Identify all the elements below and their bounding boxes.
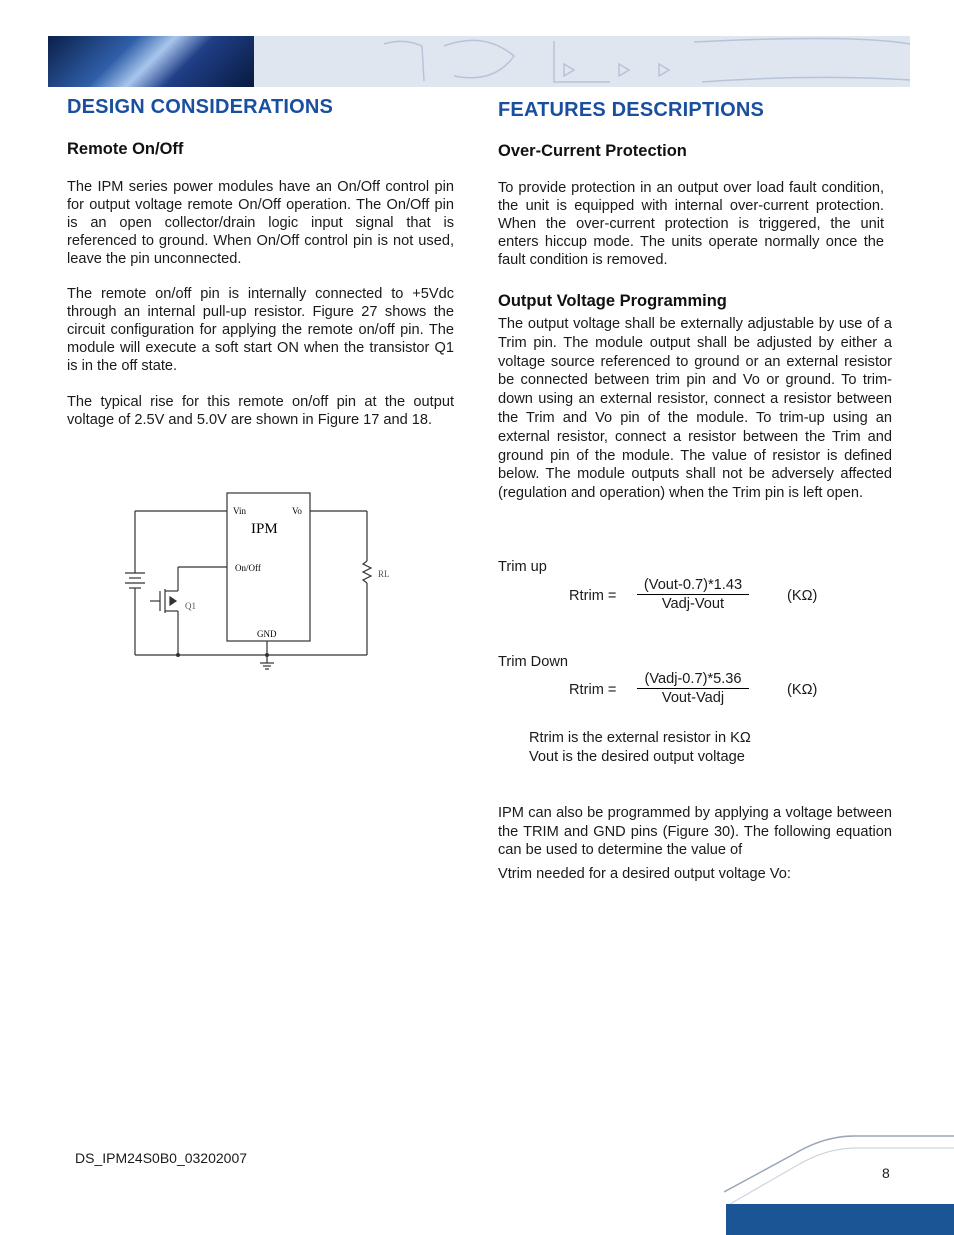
trim-up-denominator: Vadj-Vout bbox=[661, 596, 725, 612]
header-banner bbox=[48, 36, 910, 87]
trim-down-label: Trim Down bbox=[498, 654, 568, 670]
load-resistor bbox=[363, 561, 371, 583]
pin-vin-label: Vin bbox=[233, 506, 246, 516]
trim-down-fraction bbox=[637, 671, 749, 706]
trim-down-numerator: (Vadj-0.7)*5.36 bbox=[637, 671, 749, 689]
remote-onoff-paragraph-3: The typical rise for this remote on/off pin at the output voltage of 2.5V and 5.0V are shown in Figure 17 and 18. bbox=[67, 394, 454, 428]
banner-photo bbox=[48, 36, 254, 87]
trim-down-rtrim-label: Rtrim = bbox=[569, 682, 617, 698]
trim-up-fraction bbox=[637, 577, 749, 612]
trim-up-unit: (KΩ) bbox=[787, 588, 818, 604]
trim-up-label: Trim up bbox=[498, 559, 547, 575]
remote-onoff-paragraph-1: The IPM series power modules have an On/Off control pin for output voltage remote On/Off operation. The On/Off pin is an open collector/drain logic input signal that is referenced to ground. When On/Off control pin is not used, leave the pin unconnected. bbox=[67, 179, 454, 267]
ipm-module-label: IPM bbox=[251, 521, 278, 537]
remote-onoff-paragraph-2: The remote on/off pin is internally connected to +5Vdc through an internal pull-up resistor. Figure 27 shows the circuit configuration for applying the remote on/off pin. The module will execute a soft start ON when the transistor Q1 is in the off state. bbox=[67, 286, 454, 374]
load-resistor-label: RL bbox=[378, 569, 390, 579]
remote-onoff-circuit-diagram bbox=[120, 485, 410, 675]
features-descriptions-heading: FEATURES DESCRIPTIONS bbox=[498, 99, 765, 121]
vtrim-paragraph: IPM can also be programmed by applying a voltage between the TRIM and GND pins (Figure 30). The following equation can be used to determine the value of bbox=[498, 805, 892, 858]
trim-down-unit: (KΩ) bbox=[787, 682, 818, 698]
vout-definition: Vout is the desired output voltage bbox=[529, 749, 745, 765]
rtrim-definition: Rtrim is the external resistor in KΩ bbox=[529, 730, 751, 746]
over-current-protection-paragraph: To provide protection in an output over load fault condition, the unit is equipped with internal over-current protection. When the over-current protection is triggered, the unit enters hiccup mode. The units operate normally once the fault condition is removed. bbox=[498, 180, 884, 268]
output-voltage-programming-paragraph: The output voltage shall be externally adjustable by use of a Trim pin. The module output shall be adjusted by either a voltage source referenced to ground or an external resistor be connected between trim pin and Vo or ground. To trim-down using an external resistor, connect a resistor between the Trim and Vo pin of the module. To trim-up using an external resistor, connect a resistor between the Trim and ground pin of the module. The value of resistor is defined below. The module outputs shall not be adversely affected (regulation and operation) when the Trim pin is left open. bbox=[498, 316, 892, 502]
output-voltage-programming-heading: Output Voltage Programming bbox=[498, 292, 727, 310]
transistor-q1-label: Q1 bbox=[185, 601, 196, 611]
design-considerations-heading: DESIGN CONSIDERATIONS bbox=[67, 96, 334, 118]
pin-onoff-label: On/Off bbox=[235, 563, 261, 573]
trim-up-numerator: (Vout-0.7)*1.43 bbox=[637, 577, 749, 595]
vtrim-paragraph-continued: Vtrim needed for a desired output voltage Vo: bbox=[498, 866, 791, 882]
pin-gnd-label: GND bbox=[257, 629, 277, 639]
footer-corner-decoration bbox=[724, 1134, 954, 1235]
document-code: DS_IPM24S0B0_03202007 bbox=[75, 1150, 248, 1166]
trim-up-rtrim-label: Rtrim = bbox=[569, 588, 617, 604]
trim-down-denominator: Vout-Vadj bbox=[661, 690, 725, 706]
pin-vo-label: Vo bbox=[292, 506, 302, 516]
remote-onoff-heading: Remote On/Off bbox=[67, 140, 184, 158]
banner-decoration bbox=[254, 36, 910, 87]
page-number: 8 bbox=[882, 1165, 890, 1181]
over-current-protection-heading: Over-Current Protection bbox=[498, 142, 687, 160]
